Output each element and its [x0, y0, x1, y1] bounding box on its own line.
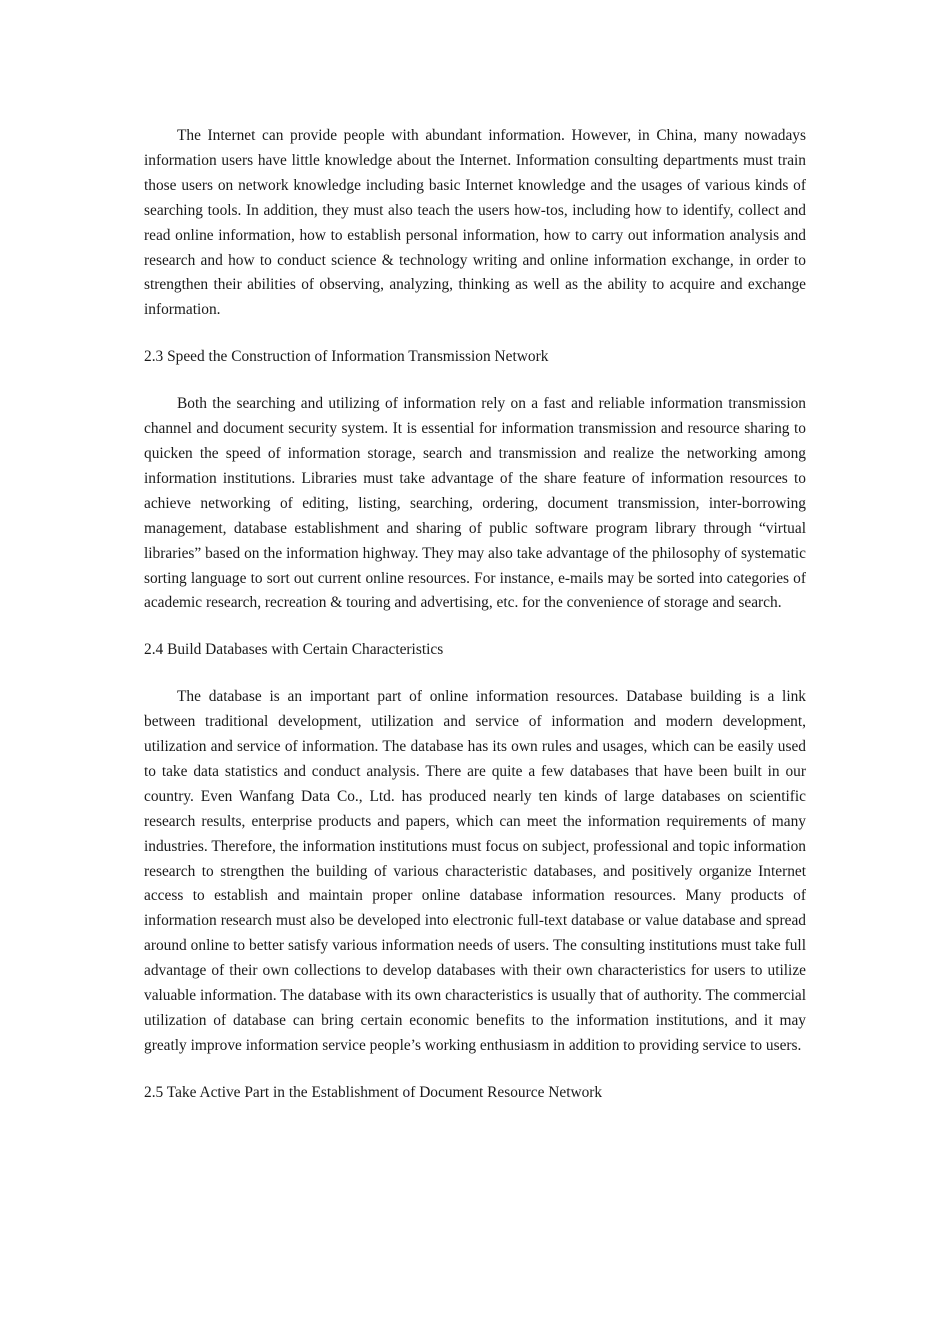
section-heading-2-5: 2.5 Take Active Part in the Establishment of Document Resource Network [144, 1083, 603, 1101]
section-heading-2-3: 2.3 Speed the Construction of Information Transmission Network [144, 348, 549, 366]
section-heading-2-4: 2.4 Build Databases with Certain Characteristics [144, 641, 444, 659]
paragraph-transmission-network: Both the searching and utilizing of information rely on a fast and reliable information transmission channel and document security system. It is essential for information transmission and resource sharing to quicken the speed of information storage, search and transmission and realize the networking among information institutions. Libraries must take advantage of the share feature of information resources to achieve networking of editing, listing, searching, ordering, document transmission, inter-borrowing management, database establishment and sharing of public software program library through “virtual libraries” based on the information highway. They may also take advantage of the philosophy of systematic sorting language to sort out current online resources. For instance, e-mails may be sorted into categories of academic research, recreation & touring and advertising, etc. for the convenience of storage and search. [144, 395, 806, 612]
paragraph-internet-training: The Internet can provide people with abundant information. However, in China, many nowadays information users have little knowledge about the Internet. Information consulting departments must train those users on network knowledge including basic Internet knowledge and the usages of various kinds of searching tools. In addition, they must also teach the users how-tos, including how to identify, collect and read online information, how to establish personal information, how to carry out information analysis and research and how to conduct science & technology writing and online information exchange, in order to strengthen their abilities of observing, analyzing, thinking as well as the ability to acquire and exchange information. [144, 127, 806, 319]
document-page [144, 124, 806, 1106]
paragraph-databases: The database is an important part of online information resources. Database building is a link between traditional development, utilization and service of information and modern development, utilization and service of information. The database has its own rules and usages, which can be easily used to take data statistics and conduct analysis. There are quite a few databases that have been built in our country. Even Wanfang Data Co., Ltd. has produced nearly ten kinds of large databases on scientific research results, enterprise products and papers, which can meet the information requirements of many industries. Therefore, the information institutions must focus on subject, professional and topic information research to strengthen the building of various characteristic databases, and positively organize Internet access to establish and maintain proper online database information resources. Many products of information research must also be developed into electronic full-text database or value database and spread around online to better satisfy various information needs of users. The consulting institutions must take full advantage of their own collections to develop databases with their own characteristics for users to utilize valuable information. The database with its own characteristics is usually that of authority. The commercial utilization of database can bring certain economic benefits to the information institutions, and it may greatly improve information service people’s working enthusiasm in addition to providing service to users. [144, 688, 806, 1054]
